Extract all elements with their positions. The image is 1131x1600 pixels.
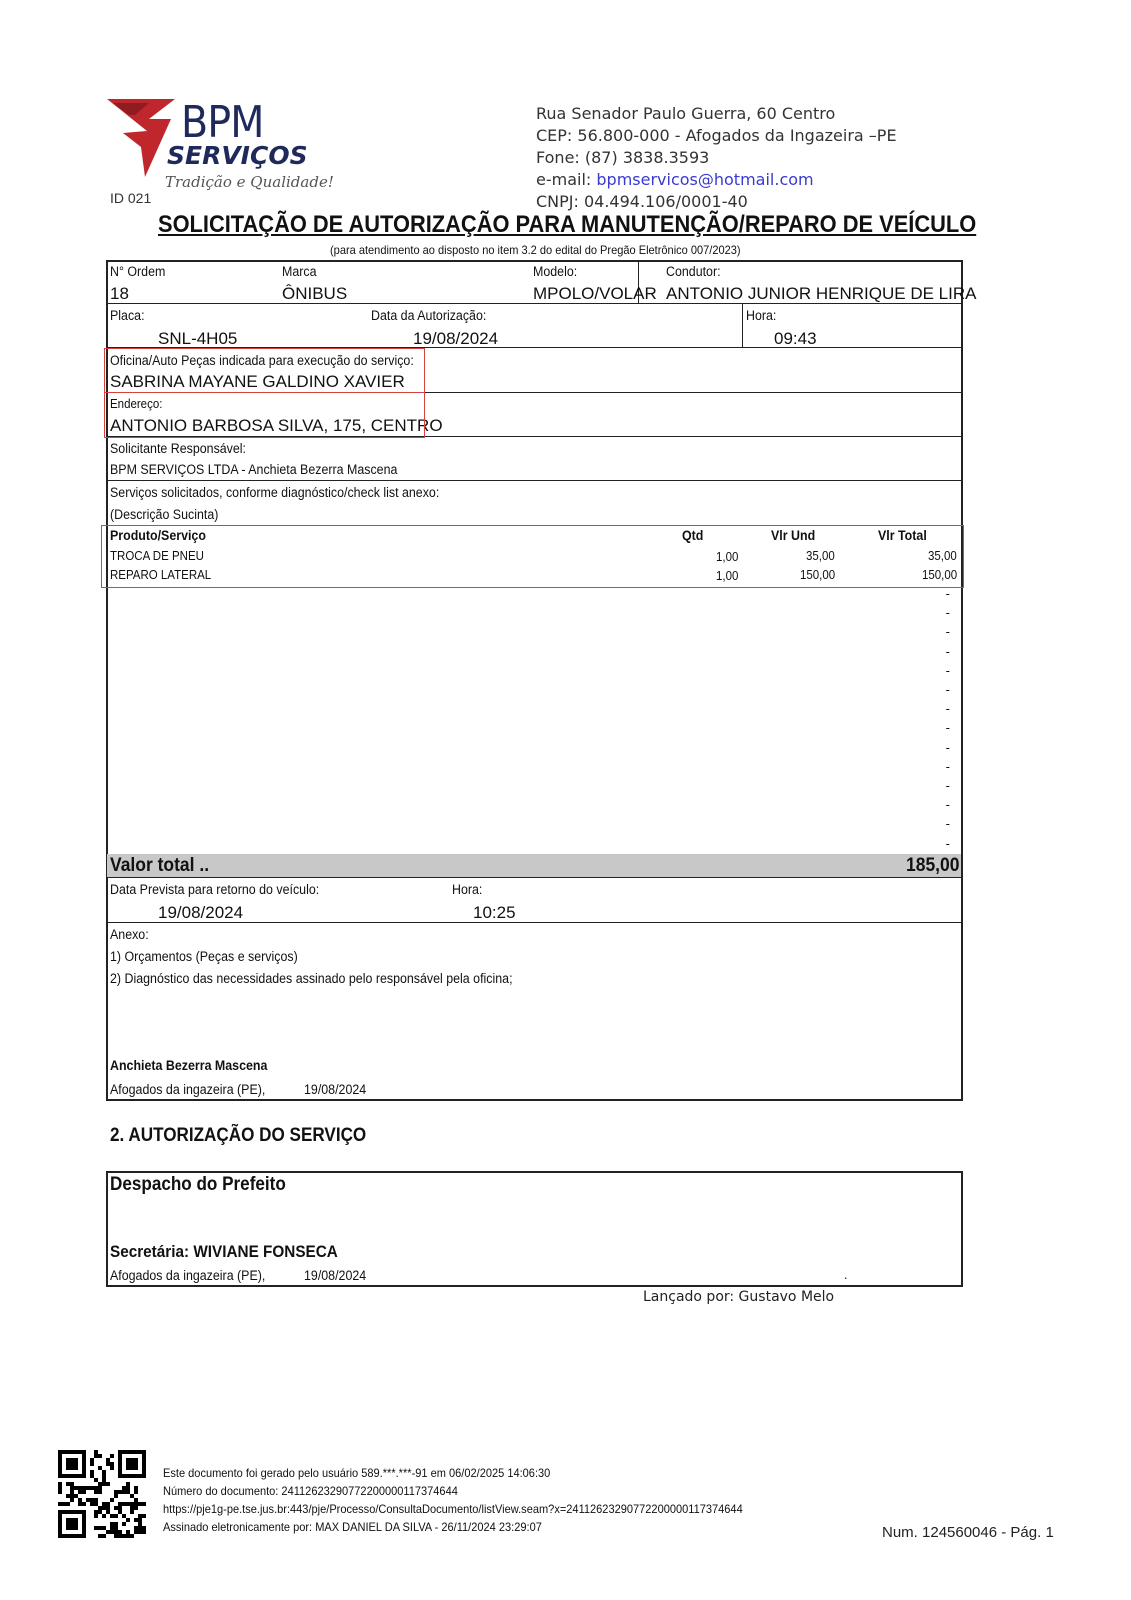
col-header-vlr-und: Vlr Und (771, 528, 816, 543)
empty-row-marker: - (945, 816, 950, 832)
empty-row-marker: - (945, 701, 950, 717)
row-vlr-total: 35,00 (928, 549, 957, 563)
marca-value: ÔNIBUS (282, 284, 348, 303)
anexo-item1: 1) Orçamentos (Peças e serviços) (110, 949, 298, 964)
retorno-hora-label: Hora: (452, 882, 483, 897)
row-qtd: 1,00 (716, 550, 739, 564)
anexo-signer: Anchieta Bezerra Mascena (110, 1058, 268, 1073)
autorizacao-dot: . (844, 1267, 848, 1282)
highlight-oficina (104, 348, 425, 438)
data-autorizacao-label: Data da Autorização: (371, 308, 487, 323)
company-logo (105, 95, 345, 200)
anexo-date: 19/08/2024 (304, 1082, 367, 1097)
marca-label: Marca (282, 264, 317, 279)
email-label: e-mail: (536, 170, 597, 189)
solicitante-value: BPM SERVIÇOS LTDA - Anchieta Bezerra Mascena (110, 462, 398, 477)
total-bar (107, 854, 961, 877)
hora-value: 09:43 (774, 329, 817, 348)
logo-main-text: BPM (181, 97, 264, 148)
empty-row-marker: - (945, 835, 950, 851)
hora-label: Hora: (746, 308, 777, 323)
endereco-value: ANTONIO BARBOSA SILVA, 175, CENTRO (110, 416, 443, 435)
modelo-value: MPOLO/VOLAR (533, 284, 657, 303)
retorno-label: Data Prevista para retorno do veículo: (110, 882, 320, 897)
footer-line3[interactable]: https://pje1g-pe.tse.jus.br:443/pje/Processo/ConsultaDocumento/listView.seam?x=24112623290772200000117374644 (163, 1502, 743, 1516)
section-autorizacao-title: 2. AUTORIZAÇÃO DO SERVIÇO (110, 1125, 367, 1146)
empty-row-marker: - (945, 720, 950, 736)
empty-row-marker: - (945, 797, 950, 813)
retorno-hora: 10:25 (473, 903, 516, 922)
condutor-value: ANTONIO JUNIOR HENRIQUE DE LIRA (666, 284, 977, 303)
empty-row-marker: - (945, 643, 950, 659)
empty-row-marker: - (945, 605, 950, 621)
anexo-place: Afogados da ingazeira (PE), (110, 1082, 266, 1097)
empty-row-marker: - (945, 739, 950, 755)
empty-row-marker: - (945, 662, 950, 678)
empty-rows (920, 586, 950, 856)
condutor-label: Condutor: (666, 264, 721, 279)
solicitante-label: Solicitante Responsável: (110, 441, 247, 456)
address-line2: CEP: 56.800-000 - Afogados da Ingazeira –PE (536, 126, 897, 145)
row-produto: REPARO LATERAL (110, 568, 212, 582)
ordem-label: N° Ordem (110, 264, 166, 279)
col-header-produto: Produto/Serviço (110, 528, 206, 543)
total-value: 185,00 (906, 855, 960, 876)
row-vlr-und: 35,00 (806, 549, 835, 563)
footer-line2: Número do documento: 24112623290772200000117374644 (163, 1484, 458, 1498)
anexo-label: Anexo: (110, 927, 149, 942)
placa-value: SNL-4H05 (158, 329, 238, 348)
empty-row-marker: - (945, 758, 950, 774)
descricao-label: (Descrição Sucinta) (110, 507, 219, 522)
autorizacao-place: Afogados da ingazeira (PE), (110, 1268, 266, 1283)
endereco-label: Endereço: (110, 397, 163, 411)
row-vlr-total: 150,00 (922, 568, 958, 582)
document-subtitle: (para atendimento ao disposto no item 3.2 do edital do Pregão Eletrônico 007/2023) (330, 243, 741, 257)
empty-row-marker: - (945, 624, 950, 640)
oficina-label: Oficina/Auto Peças indicada para execução do serviço: (110, 353, 414, 368)
modelo-label: Modelo: (533, 264, 578, 279)
phone: Fone: (87) 3838.3593 (536, 148, 710, 167)
row-produto: TROCA DE PNEU (110, 549, 204, 563)
col-header-qtd: Qtd (682, 528, 704, 543)
secretaria-label: Secretária: WIVIANE FONSECA (110, 1242, 338, 1261)
page-number: Num. 124560046 - Pág. 1 (882, 1524, 1054, 1541)
footer-line4: Assinado eletronicamente por: MAX DANIEL DA SILVA - 26/11/2024 23:29:07 (163, 1520, 542, 1534)
oficina-value: SABRINA MAYANE GALDINO XAVIER (110, 372, 405, 391)
highlight-table (101, 525, 964, 588)
qr-code-icon[interactable] (58, 1450, 146, 1538)
lancado-por: Lançado por: Gustavo Melo (643, 1289, 835, 1305)
despacho-label: Despacho do Prefeito (110, 1174, 286, 1195)
footer-line1: Este documento foi gerado pelo usuário 589.***.***-91 em 06/02/2025 14:06:30 (163, 1466, 551, 1480)
empty-row-marker: - (945, 682, 950, 697)
autorizacao-date: 19/08/2024 (304, 1268, 367, 1283)
total-label: Valor total .. (110, 855, 210, 876)
document-title: SOLICITAÇÃO DE AUTORIZAÇÃO PARA MANUTENÇÃO/REPARO DE VEÍCULO (158, 211, 977, 238)
servicos-label: Serviços solicitados, conforme diagnóstico/check list anexo: (110, 485, 440, 500)
cnpj: CNPJ: 04.494.106/0001-40 (536, 192, 748, 211)
col-header-vlr-total: Vlr Total (878, 528, 927, 543)
id-label: ID 021 (110, 190, 152, 206)
empty-row-marker: - (945, 778, 950, 793)
email-link[interactable]: bpmservicos@hotmail.com (596, 170, 814, 189)
placa-label: Placa: (110, 308, 145, 323)
email-row (536, 170, 814, 189)
logo-sub-text: SERVIÇOS (167, 141, 308, 170)
data-autorizacao-value: 19/08/2024 (413, 329, 499, 348)
anexo-item2: 2) Diagnóstico das necessidades assinado pelo responsável pela oficina; (110, 971, 513, 986)
ordem-value: 18 (110, 284, 129, 303)
address-line1: Rua Senador Paulo Guerra, 60 Centro (536, 104, 836, 123)
logo-tagline: Tradição e Qualidade! (165, 173, 334, 191)
empty-row-marker: - (945, 586, 950, 601)
row-qtd: 1,00 (716, 569, 739, 583)
retorno-data: 19/08/2024 (158, 903, 244, 922)
row-vlr-und: 150,00 (800, 568, 836, 582)
